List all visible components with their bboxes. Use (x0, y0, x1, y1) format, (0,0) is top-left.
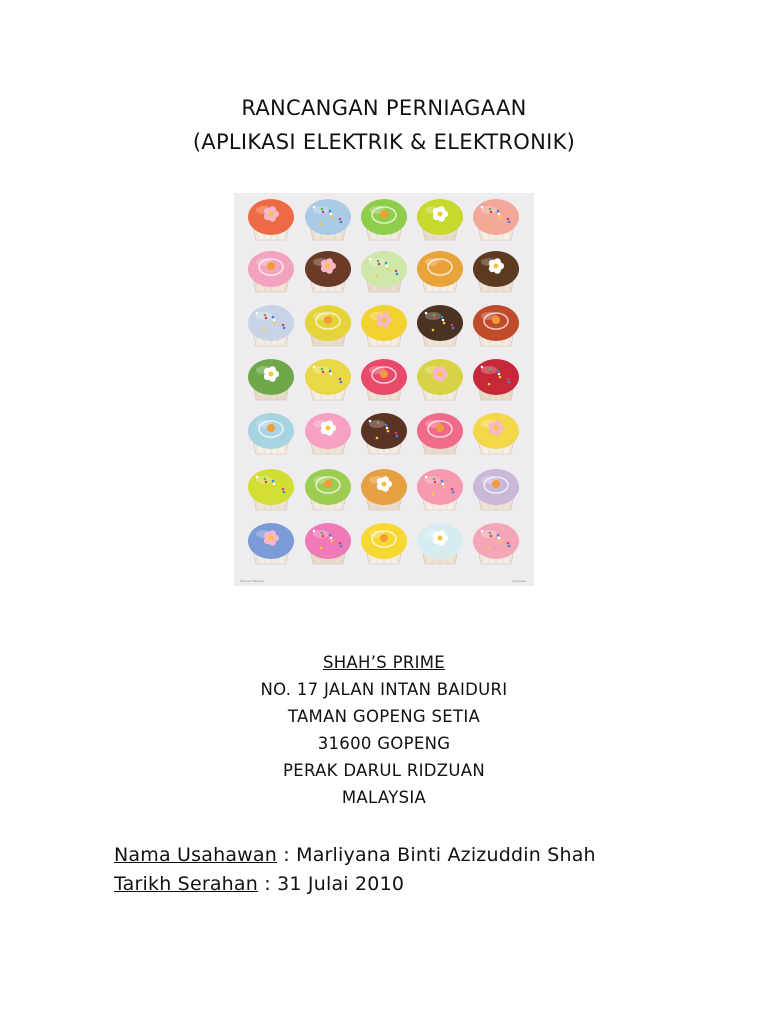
address-line: TAMAN GOPENG SETIA (287, 707, 481, 726)
cupcake (417, 359, 463, 400)
date-value: 31 Julai 2010 (277, 873, 405, 895)
cupcake (417, 199, 463, 240)
cupcake (248, 469, 294, 510)
cupcake (417, 469, 463, 510)
cupcake (361, 251, 407, 292)
cupcake (417, 413, 463, 454)
cupcakes-grid (234, 193, 534, 586)
company-name: SHAH’S PRIME (322, 653, 446, 672)
cupcake (473, 469, 519, 510)
photo-credit-left: Hannah Beeche (240, 579, 264, 583)
date-label: Tarikh Serahan (114, 873, 259, 895)
cupcake (473, 359, 519, 400)
cupcake (248, 305, 294, 346)
owner-value: Marliyana Binti Azizuddin Shah (296, 844, 596, 866)
cupcake (361, 523, 407, 564)
cupcake (305, 305, 351, 346)
owner-separator: : (277, 844, 297, 866)
cupcake (361, 199, 407, 240)
cupcake (305, 199, 351, 240)
cupcake (473, 305, 519, 346)
cupcake (361, 359, 407, 400)
cupcake (248, 523, 294, 564)
cupcake (361, 413, 407, 454)
cupcake (361, 305, 407, 346)
address-line: 31600 GOPENG (317, 734, 451, 753)
photo-credit-right: Irg Cakes (512, 579, 526, 583)
cupcake (473, 251, 519, 292)
cupcake (473, 523, 519, 564)
cupcake (417, 251, 463, 292)
cupcakes-photo (234, 193, 534, 586)
cupcake (305, 469, 351, 510)
document-subtitle: (APLIKASI ELEKTRIK & ELEKTRONIK) (192, 130, 576, 154)
cupcake (248, 199, 294, 240)
address-line: PERAK DARUL RIDZUAN (283, 761, 485, 780)
cupcake (248, 359, 294, 400)
cupcake (473, 413, 519, 454)
cupcake (305, 251, 351, 292)
cupcake (248, 413, 294, 454)
owner-label: Nama Usahawan (114, 844, 278, 866)
document-title: RANCANGAN PERNIAGAAN (241, 96, 527, 120)
cupcake (417, 305, 463, 346)
cupcake (361, 469, 407, 510)
owner-row (114, 844, 596, 866)
cupcake (473, 199, 519, 240)
address-line: NO. 17 JALAN INTAN BAIDURI (260, 680, 508, 699)
cupcake (417, 523, 463, 564)
cupcake (305, 413, 351, 454)
date-separator: : (258, 873, 278, 895)
cupcake (305, 523, 351, 564)
cupcake (248, 251, 294, 292)
cupcake (305, 359, 351, 400)
address-line: MALAYSIA (341, 788, 427, 807)
date-row (114, 873, 404, 895)
